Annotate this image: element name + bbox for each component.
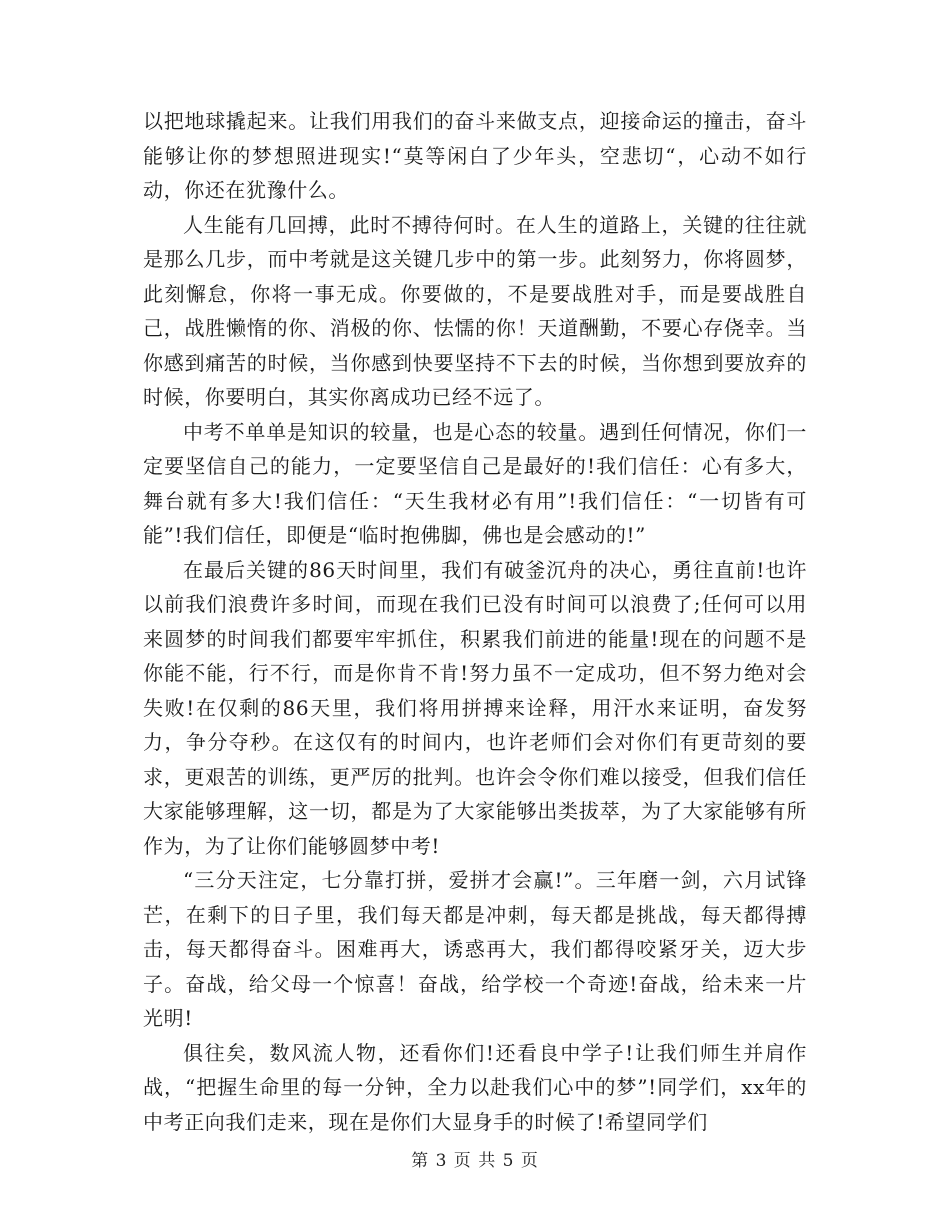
paragraph: 俱往矣，数风流人物，还看你们!还看良中学子!让我们师生并肩作战，“把握生命里的每一分钟，全力以赴我们心中的梦”!同学们，xx年的中考正向我们走来，现在是你们大显身手的时候了!希望同学们: [143, 1040, 807, 1134]
paragraph: 中考不单单是知识的较量，也是心态的较量。遇到任何情况，你们一定要坚信自己的能力，一定要坚信自己是最好的!我们信任：心有多大，舞台就有多大!我们信任：“天生我材必有用”!我们信任：“一切皆有可能”!我们信任，即便是“临时抱佛脚，佛也是会感动的!”: [143, 419, 807, 547]
paragraph: “三分天注定，七分靠打拼，爱拼才会赢!”。三年磨一剑，六月试锋芒，在剩下的日子里，我们每天都是冲刺，每天都是挑战，每天都得搏击，每天都得奋斗。困难再大，诱惑再大，我们都得咬紧牙关，迈大步子。奋战，给父母一个惊喜！奋战，给学校一个奇迹!奋战，给未来一片光明!: [143, 868, 807, 1030]
page-footer: 第 3 页 共 5 页: [411, 1151, 539, 1171]
document-body: [143, 104, 807, 1139]
paragraph: 在最后关键的86天时间里，我们有破釜沉舟的决心，勇往直前!也许以前我们浪费许多时间，而现在我们已没有时间可以浪费了;任何可以用来圆梦的时间我们都要牢牢抓住，积累我们前进的能量!现在的问题不是你能不能，行不行，而是你肯不肯!努力虽不一定成功，但不努力绝对会失败!在仅剩的86天里，我们将用拼搏来诠释，用汗水来证明，奋发努力，争分夺秒。在这仅有的时间内，也许老师们会对你们有更苛刻的要求，更艰苦的训练，更严厉的批判。也许会令你们难以接受，但我们信任大家能够理解，这一切，都是为了大家能够出类拔萃，为了大家能够有所作为，为了让你们能够圆梦中考!: [143, 557, 807, 858]
paragraph-continuation: 以把地球撬起来。让我们用我们的奋斗来做支点，迎接命运的撞击，奋斗能够让你的梦想照进现实!“莫等闲白了少年头，空悲切“，心动不如行动，你还在犹豫什么。: [143, 109, 807, 202]
paragraph: 人生能有几回搏，此时不搏待何时。在人生的道路上，关键的往往就是那么几步，而中考就是这关键几步中的第一步。此刻努力，你将圆梦，此刻懈怠，你将一事无成。你要做的，不是要战胜对手，而是要战胜自己，战胜懒惰的你、消极的你、怯懦的你！天道酬勤，不要心存侥幸。当你感到痛苦的时候，当你感到快要坚持不下去的时候，当你想到要放弃的时候，你要明白，其实你离成功已经不远了。: [143, 212, 807, 409]
